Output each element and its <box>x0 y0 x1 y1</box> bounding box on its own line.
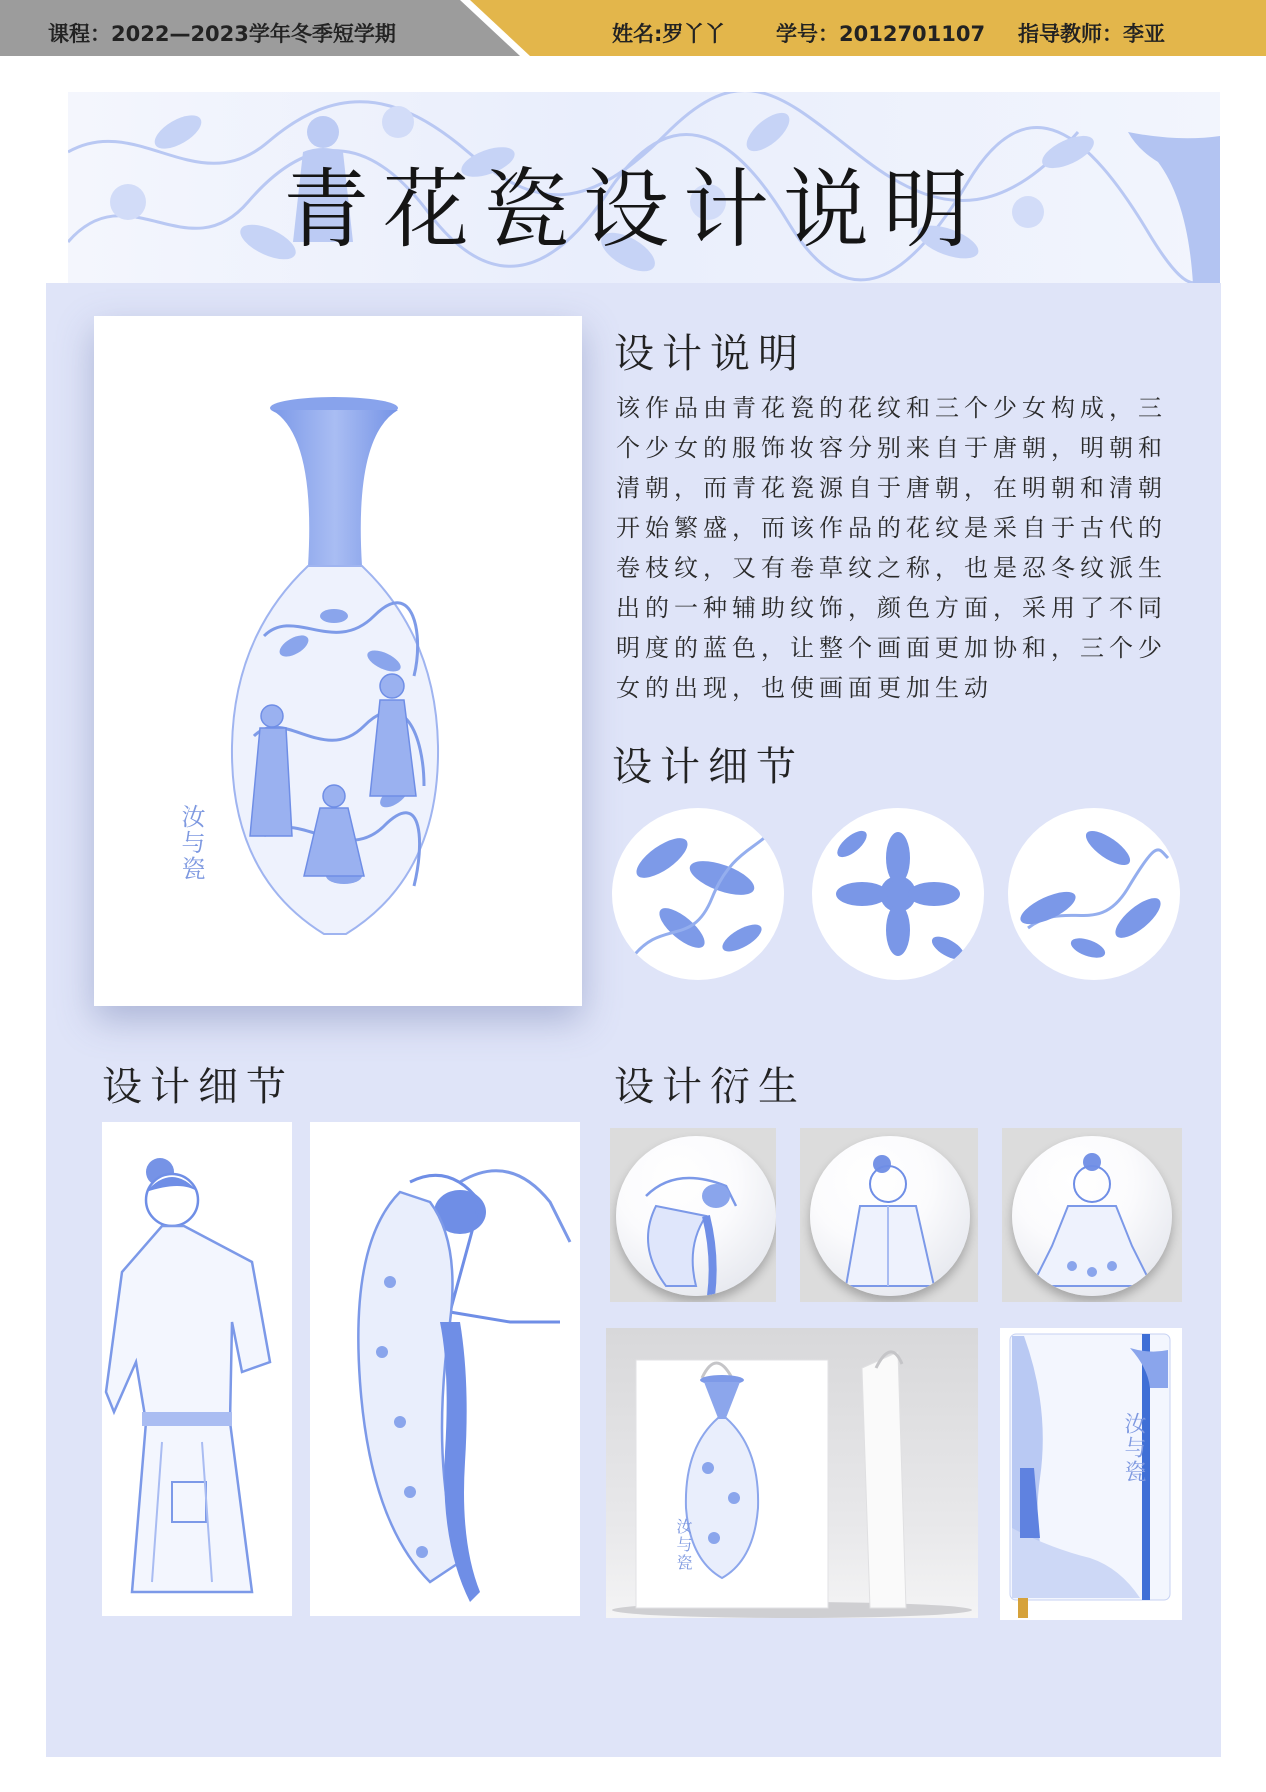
badge-1 <box>616 1136 776 1296</box>
student-name: 姓名:罗丫丫 <box>612 22 726 46</box>
pattern-detail-artwork-1 <box>612 808 784 980</box>
pattern-detail-circle-3 <box>1008 808 1180 980</box>
shopping-bag-artwork <box>606 1328 978 1618</box>
poster-vase-artwork <box>94 316 582 1006</box>
course-label: 课程：2022—2023学年冬季短学期 <box>48 22 396 46</box>
design-details-heading-bottom: 设计细节 <box>102 1064 294 1110</box>
design-description-heading: 设计说明 <box>614 331 806 377</box>
design-derivatives-heading: 设计衍生 <box>614 1064 806 1110</box>
design-description-body: 该作品由青花瓷的花纹和三个少女构成，三个少女的服饰妆容分别来自于唐朝，明朝和清朝，而青花瓷源自于唐朝，在明朝和清朝开始繁盛，而该作品的花纹是采自于古代的卷枝纹，又有卷草纹之称，也是忍冬纹派生出的一种辅助纹饰，颜色方面，采用了不同明度的蓝色，让整个画面更加协和，三个少女的出现，也使画面更加生动 <box>616 394 1167 702</box>
notebook-mockup <box>1000 1328 1182 1620</box>
pattern-detail-circle-2 <box>812 808 984 980</box>
girl-tang-illustration <box>310 1122 580 1616</box>
notebook-artwork <box>1000 1328 1182 1620</box>
badge-3-artwork <box>1012 1136 1172 1296</box>
badge-mockup-3 <box>1002 1128 1182 1302</box>
poster-brand-mark: 汝与瓷 <box>177 804 205 882</box>
girl-tang-illustration-card <box>310 1122 580 1616</box>
pattern-detail-artwork-2 <box>812 808 984 980</box>
badge-1-artwork <box>616 1136 776 1296</box>
design-details-heading-top: 设计细节 <box>612 744 804 790</box>
badge-mockup-2 <box>800 1128 978 1302</box>
girl-qing-illustration-card <box>102 1122 292 1616</box>
shopping-bag-mockup <box>606 1328 978 1618</box>
badge-mockup-1 <box>610 1128 776 1302</box>
vase-illustration <box>94 316 582 1006</box>
badge-2 <box>810 1136 970 1296</box>
student-id: 学号：2012701107 <box>776 22 986 46</box>
girl-qing-illustration <box>102 1122 292 1616</box>
notebook-brand-mark: 汝与瓷 <box>1121 1412 1146 1484</box>
bag-brand-mark: 汝与瓷 <box>674 1518 693 1572</box>
pattern-detail-circle-1 <box>612 808 784 980</box>
page-title: 青花瓷设计说明 <box>283 160 983 260</box>
badge-3 <box>1012 1136 1172 1296</box>
badge-2-artwork <box>810 1136 970 1296</box>
teacher-name: 指导教师：李亚 <box>1018 22 1165 46</box>
pattern-detail-artwork-3 <box>1008 808 1180 980</box>
